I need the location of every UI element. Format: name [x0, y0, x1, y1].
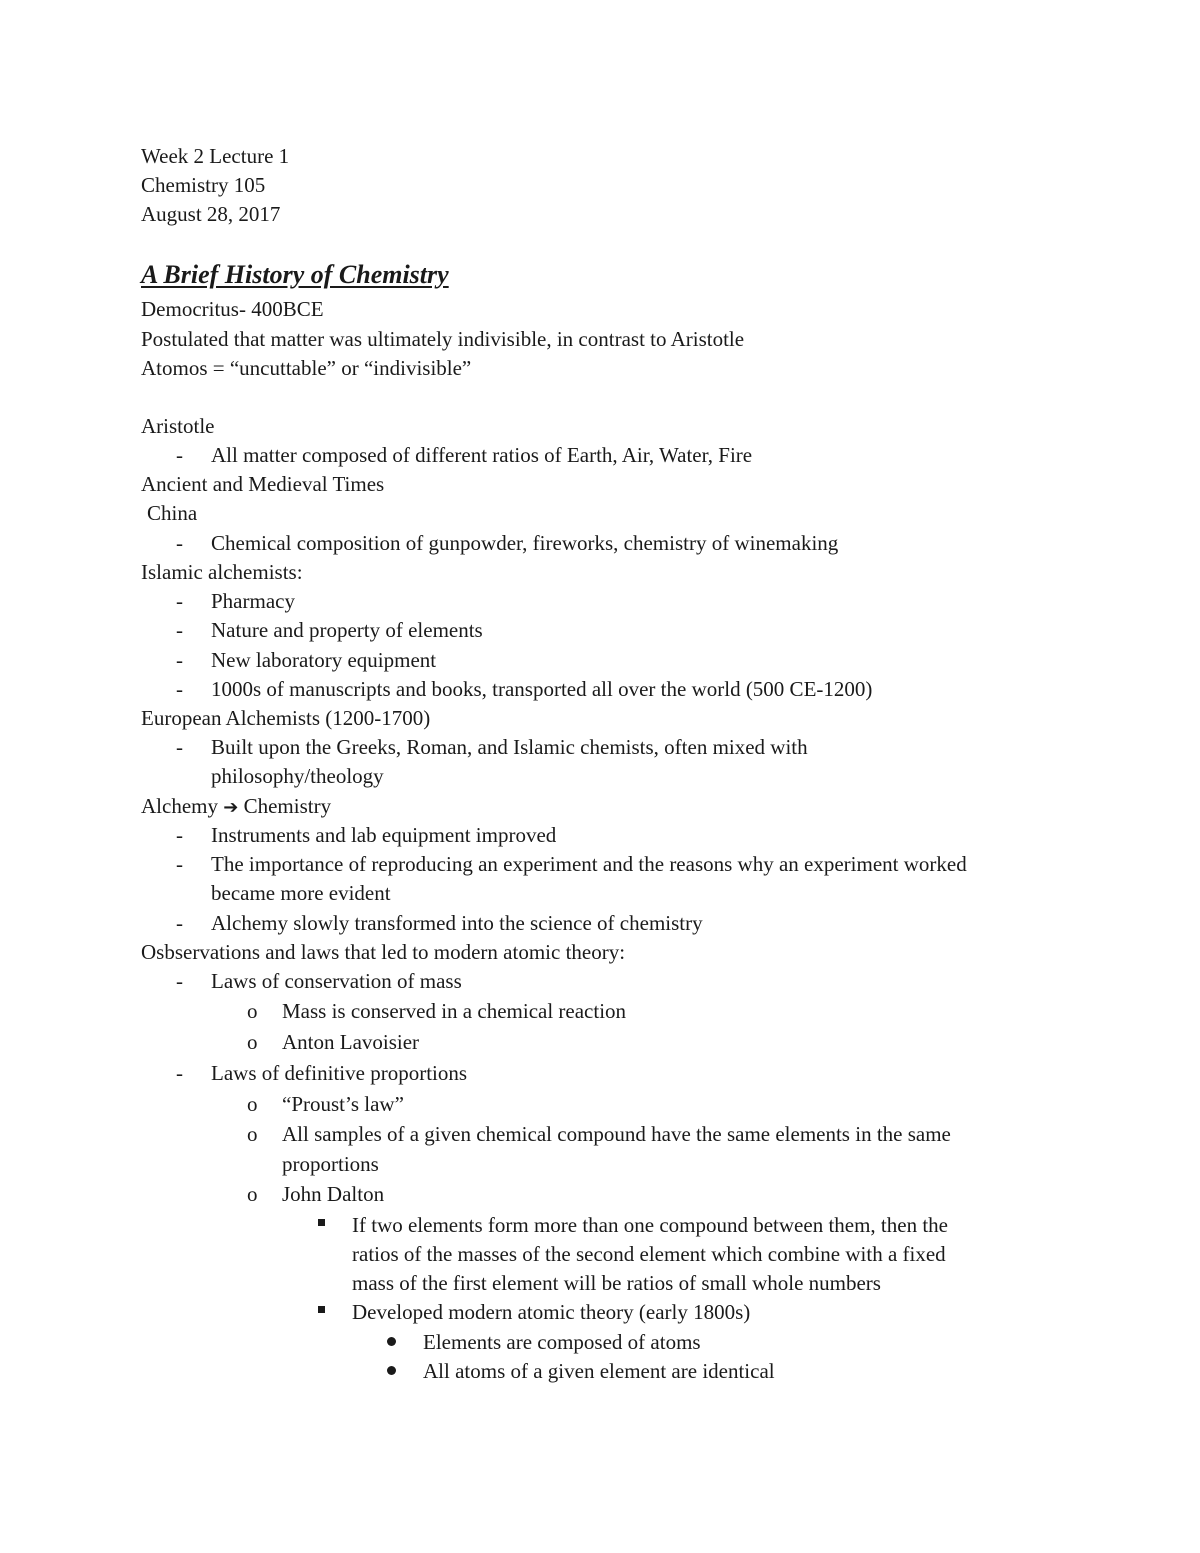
round-bullet-icon: [387, 1366, 396, 1375]
china-heading: China: [147, 501, 198, 525]
alchemy-heading-right: Chemistry: [243, 794, 332, 818]
law-conservation-sub: Mass is conserved in a chemical reaction: [282, 999, 627, 1023]
circle-bullet: o: [247, 999, 258, 1023]
islamic-item: 1000s of manuscripts and books, transported all over the world (500 CE-1200): [211, 677, 873, 701]
alchemy-item-line1: The importance of reproducing an experiment and the reasons why an experiment worked: [211, 852, 967, 876]
democritus-text-1: Postulated that matter was ultimately indivisible, in contrast to Aristotle: [141, 327, 745, 351]
law-definitive-sub: John Dalton: [282, 1182, 385, 1206]
china-item: Chemical composition of gunpowder, fireworks, chemistry of winemaking: [211, 531, 839, 555]
dash-bullet: -: [176, 677, 183, 701]
dash-bullet: -: [176, 648, 183, 672]
law-definitive-sub: “Proust’s law”: [282, 1092, 404, 1116]
dash-bullet: -: [176, 443, 183, 467]
european-item-line2: philosophy/theology: [211, 764, 384, 788]
square-bullet-icon: [318, 1219, 325, 1226]
alchemy-heading-left: Alchemy: [141, 794, 218, 818]
dash-bullet: -: [176, 1061, 183, 1085]
european-heading: European Alchemists (1200-1700): [141, 706, 431, 730]
ancient-heading: Ancient and Medieval Times: [141, 472, 385, 496]
atom-item: Elements are composed of atoms: [423, 1330, 701, 1354]
law-definitive-sub-line2: proportions: [282, 1152, 379, 1176]
dash-bullet: -: [176, 823, 183, 847]
alchemy-item: Alchemy slowly transformed into the science of chemistry: [211, 911, 703, 935]
header-course: Chemistry 105: [141, 173, 266, 197]
header-date: August 28, 2017: [141, 202, 281, 226]
law-definitive-sub-line1: All samples of a given chemical compound have the same elements in the same: [282, 1122, 951, 1146]
dalton-item-line2: ratios of the masses of the second element which combine with a fixed: [352, 1242, 946, 1266]
dash-bullet: -: [176, 531, 183, 555]
dalton-item-line1: If two elements form more than one compound between them, then the: [352, 1213, 948, 1237]
circle-bullet: o: [247, 1092, 258, 1116]
dash-bullet: -: [176, 735, 183, 759]
dash-bullet: -: [176, 911, 183, 935]
democritus-text-2: Atomos = “uncuttable” or “indivisible”: [141, 356, 472, 380]
dalton-item: Developed modern atomic theory (early 1800s): [352, 1300, 751, 1324]
round-bullet-icon: [387, 1337, 396, 1346]
square-bullet-icon: [318, 1306, 325, 1313]
law-conservation-sub: Anton Lavoisier: [282, 1030, 420, 1054]
dash-bullet: -: [176, 618, 183, 642]
european-item-line1: Built upon the Greeks, Roman, and Islamic chemists, often mixed with: [211, 735, 808, 759]
alchemy-heading: [141, 792, 331, 822]
dash-bullet: -: [176, 589, 183, 613]
islamic-item: Nature and property of elements: [211, 618, 483, 642]
law-definitive: Laws of definitive proportions: [211, 1061, 468, 1085]
atom-item: All atoms of a given element are identical: [423, 1359, 775, 1383]
observations-heading: Osbservations and laws that led to modern atomic theory:: [141, 940, 626, 964]
alchemy-item: Instruments and lab equipment improved: [211, 823, 557, 847]
header-week-lecture: Week 2 Lecture 1: [141, 144, 290, 168]
right-arrow-icon: ➔: [223, 797, 239, 818]
aristotle-heading: Aristotle: [141, 414, 215, 438]
dash-bullet: -: [176, 969, 183, 993]
democritus-heading: Democritus- 400BCE: [141, 297, 324, 321]
dalton-item-line3: mass of the first element will be ratios of small whole numbers: [352, 1271, 881, 1295]
law-conservation: Laws of conservation of mass: [211, 969, 462, 993]
alchemy-item-line2: became more evident: [211, 881, 391, 905]
islamic-heading: Islamic alchemists:: [141, 560, 303, 584]
circle-bullet: o: [247, 1122, 258, 1146]
circle-bullet: o: [247, 1182, 258, 1206]
islamic-item: New laboratory equipment: [211, 648, 437, 672]
islamic-item: Pharmacy: [211, 589, 295, 613]
document-title: A Brief History of Chemistry: [141, 260, 449, 289]
circle-bullet: o: [247, 1030, 258, 1054]
dash-bullet: -: [176, 852, 183, 876]
aristotle-item: All matter composed of different ratios of Earth, Air, Water, Fire: [211, 443, 753, 467]
